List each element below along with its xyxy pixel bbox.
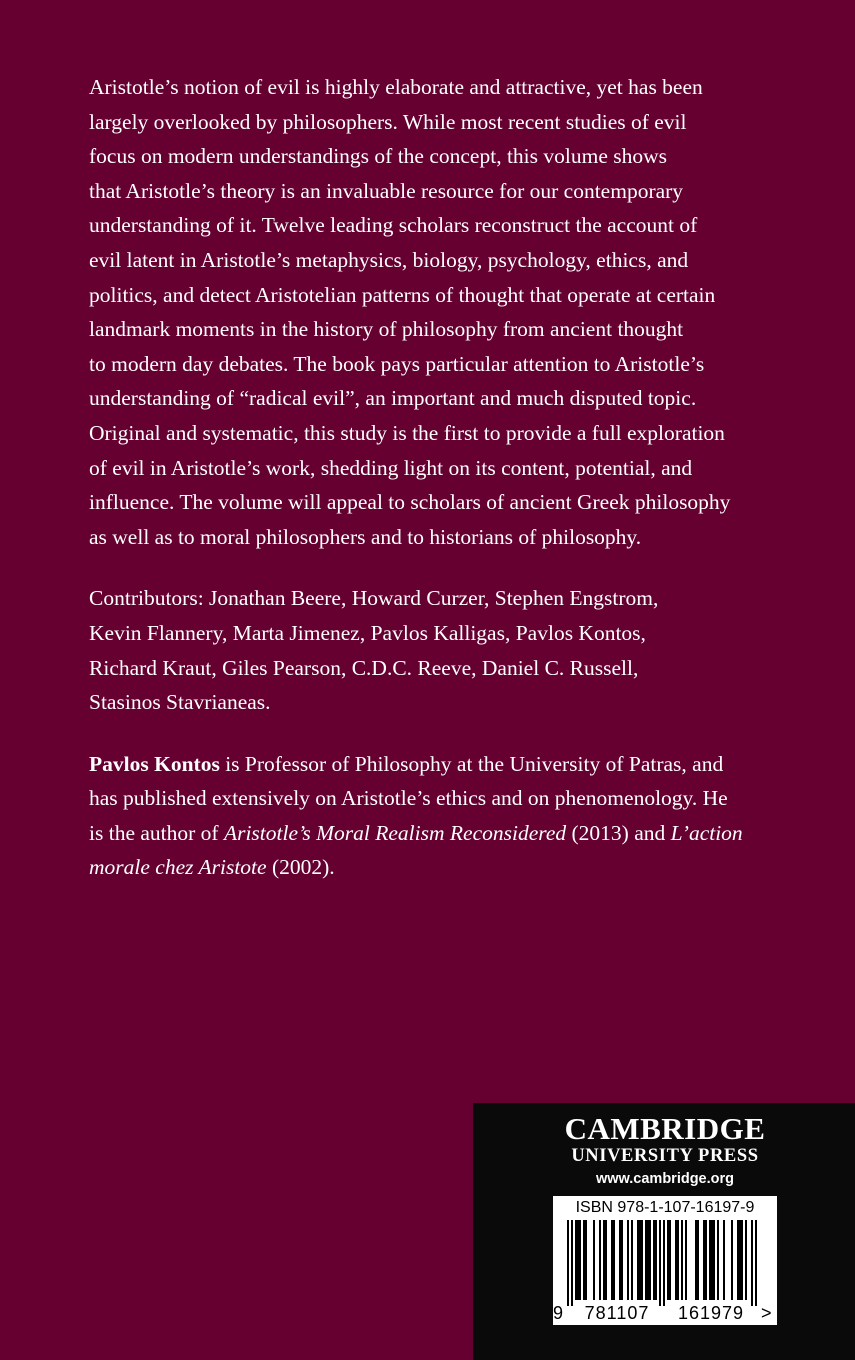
barcode-bar [585,1220,587,1300]
isbn-label: ISBN 978-1-107-16197-9 [575,1199,755,1216]
description-line: politics, and detect Aristotelian patterns of thought that operate at certain [89,282,716,307]
barcode-bar [567,1220,569,1306]
bio-line [89,747,779,782]
barcode-bar [675,1220,677,1300]
barcode-icon [564,1220,760,1308]
description-line: influence. The volume will appeal to scholars of ancient Greek philosophy [89,490,731,515]
barcode-bar [621,1220,623,1300]
barcode-bar [731,1220,733,1300]
barcode-bar [751,1220,753,1306]
barcode-bar [695,1220,697,1300]
barcode-bar [737,1220,739,1300]
barcode-bar [677,1220,679,1300]
barcode-bar [663,1220,665,1306]
barcode-bar [739,1220,741,1300]
barcode-bar [611,1220,613,1300]
publisher-box [473,1103,855,1360]
description-line: landmark moments in the history of philosophy from ancient thought [89,317,684,342]
barcode-bar [669,1220,671,1300]
barcode-bar [717,1220,719,1300]
barcode-bar [613,1220,615,1300]
description-line: to modern day debates. The book pays particular attention to Aristotle’s [89,351,705,376]
barcode-bar [655,1220,657,1300]
description-line: understanding of it. Twelve leading scholars reconstruct the account of [89,213,698,238]
barcode-bar [571,1220,573,1306]
barcode-bar [599,1220,601,1300]
barcode-bar [713,1220,715,1300]
barcode-bar [579,1220,581,1300]
barcode-bar [619,1220,621,1300]
bio-line: has published extensively on Aristotle’s ethics and on phenomenology. He [89,786,728,811]
barcode-bar [755,1220,757,1306]
barcode-bar [631,1220,633,1300]
bio-text: (2002). [266,855,335,880]
barcode-bar [645,1220,647,1300]
barcode-bar [637,1220,639,1300]
bio-line [89,850,779,885]
description-line: as well as to moral philosophers and to historians of philosophy. [89,524,642,549]
bio-text: (2013) and [566,820,671,845]
barcode-bar [583,1220,585,1300]
ean-left-group: 781107 [584,1303,650,1323]
barcode-bar [627,1220,629,1300]
barcode-bar [605,1220,607,1300]
bio-text: is the author of [89,820,224,845]
barcode-bar [649,1220,651,1300]
contributors-line: Stasinos Stavrianeas. [89,690,271,715]
barcode-bar [709,1220,711,1300]
description-line: of evil in Aristotle’s work, shedding light on its content, potential, and [89,455,693,480]
description-line: focus on modern understandings of the concept, this volume shows [89,144,668,169]
contributors-line: Contributors: Jonathan Beere, Howard Curzer, Stephen Engstrom, [89,586,659,611]
barcode-bar [593,1220,595,1300]
barcode-card [553,1196,777,1325]
book-description [89,70,779,554]
book-title: Aristotle’s Moral Realism Reconsidered [223,820,567,845]
description-line: evil latent in Aristotle’s metaphysics, biology, psychology, ethics, and [89,247,689,272]
quiet-zone-marker: > [761,1303,772,1323]
barcode-bar [575,1220,577,1300]
barcode-bar [647,1220,649,1300]
description-line: Original and systematic, this study is the first to provide a full exploration [89,420,725,445]
contributors-line: Richard Kraut, Giles Pearson, C.D.C. Reeve, Daniel C. Russell, [89,655,639,680]
barcode-bar [681,1220,683,1300]
barcode-bar [685,1220,687,1300]
barcode-bar [641,1220,643,1300]
ean-right-group: 161979 [677,1303,745,1323]
description-line: largely overlooked by philosophers. While most recent studies of evil [89,109,687,134]
description-line: Aristotle’s notion of evil is highly elaborate and attractive, yet has been [89,75,703,99]
publisher-logo-text: CAMBRIDGE [564,1111,766,1146]
barcode-bar [659,1220,661,1306]
contributors-list [89,581,779,719]
book-title: morale chez Aristote [89,855,267,880]
ean-first-digit: 9 [553,1303,564,1323]
barcode-bar [653,1220,655,1300]
bio-text: is Professor of Philosophy at the University of Patras, and [219,751,724,776]
publisher-url: www.cambridge.org [595,1171,735,1187]
publisher-subtitle: UNIVERSITY PRESS [571,1146,759,1166]
description-line: that Aristotle’s theory is an invaluable resource for our contemporary [89,178,684,203]
contributors-line: Kevin Flannery, Marta Jimenez, Pavlos Kalligas, Pavlos Kontos, [89,620,646,645]
barcode-bar [667,1220,669,1300]
barcode-bar [711,1220,713,1300]
author-name: Pavlos Kontos [89,751,220,776]
description-line: understanding of “radical evil”, an important and much disputed topic. [89,386,697,411]
author-bio [89,747,779,885]
bio-line [89,816,779,851]
barcode-bar [741,1220,743,1300]
cover-text [89,70,779,885]
barcode-bar [603,1220,605,1300]
barcode-bar [639,1220,641,1300]
barcode-bar [697,1220,699,1300]
barcode-bar [577,1220,579,1300]
barcode-bar [723,1220,725,1300]
barcode-bar [705,1220,707,1300]
book-title: L’action [670,820,743,845]
barcode-bar [745,1220,747,1300]
barcode-bar [703,1220,705,1300]
